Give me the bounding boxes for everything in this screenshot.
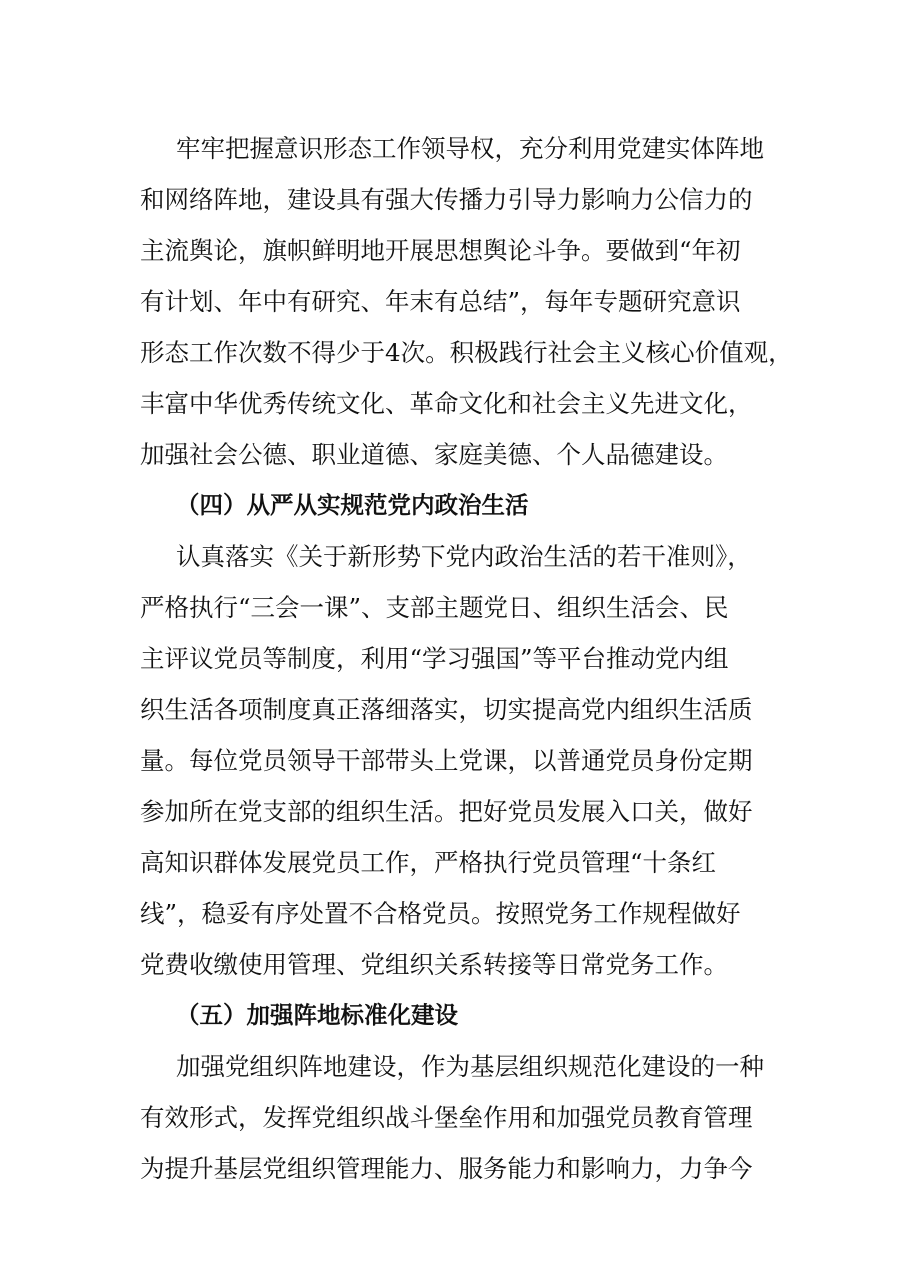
section-heading-5: （五）加强阵地标准化建设	[176, 1001, 458, 1029]
paragraph-line: 线”，稳妥有序处置不合格党员。按照党务工作规程做好	[140, 899, 741, 928]
paragraph-line: 主评议党员等制度，利用“学习强国”等平台推动党内组	[140, 644, 729, 673]
paragraph-line: 严格执行“三会一课”、支部主题党日、组织生活会、民	[140, 593, 729, 622]
document-body	[140, 123, 793, 1194]
paragraph-line: 和网络阵地，建设具有强大传播力引导力影响力公信力的	[140, 185, 753, 214]
paragraph-line: 认真落实《关于新形势下党内政治生活的若干准则》，	[176, 542, 752, 571]
paragraph-line: 党费收缴使用管理、党组织关系转接等日常党务工作。	[140, 950, 728, 979]
paragraph-line: 有效形式，发挥党组织战斗堡垒作用和加强党员教育管理	[140, 1103, 753, 1132]
paragraph-line: 形态工作次数不得少于4次。积极践行社会主义核心价值观，	[140, 338, 793, 367]
paragraph-line: 为提升基层党组织管理能力、服务能力和影响力，力争今	[140, 1154, 753, 1183]
paragraph-line: 量。每位党员领导干部带头上党课，以普通党员身份定期	[140, 746, 753, 775]
paragraph-line: 织生活各项制度真正落细落实，切实提高党内组织生活质	[140, 695, 753, 724]
paragraph-line: 高知识群体发展党员工作，严格执行党员管理“十条红	[140, 848, 717, 877]
paragraph-line: 参加所在党支部的组织生活。把好党员发展入口关，做好	[140, 797, 753, 826]
paragraph-line: 有计划、年中有研究、年末有总结”，每年专题研究意识	[140, 287, 741, 316]
section-heading-4: （四）从严从实规范党内政治生活	[176, 491, 529, 519]
paragraph-line: 牢牢把握意识形态工作领导权，充分利用党建实体阵地	[176, 134, 764, 163]
paragraph-line: 加强社会公德、职业道德、家庭美德、个人品德建设。	[140, 440, 728, 469]
paragraph-line: 主流舆论，旗帜鲜明地开展思想舆论斗争。要做到“年初	[140, 236, 741, 265]
paragraph-line: 加强党组织阵地建设，作为基层组织规范化建设的一种	[176, 1052, 764, 1081]
paragraph-line: 丰富中华优秀传统文化、革命文化和社会主义先进文化，	[140, 389, 753, 418]
